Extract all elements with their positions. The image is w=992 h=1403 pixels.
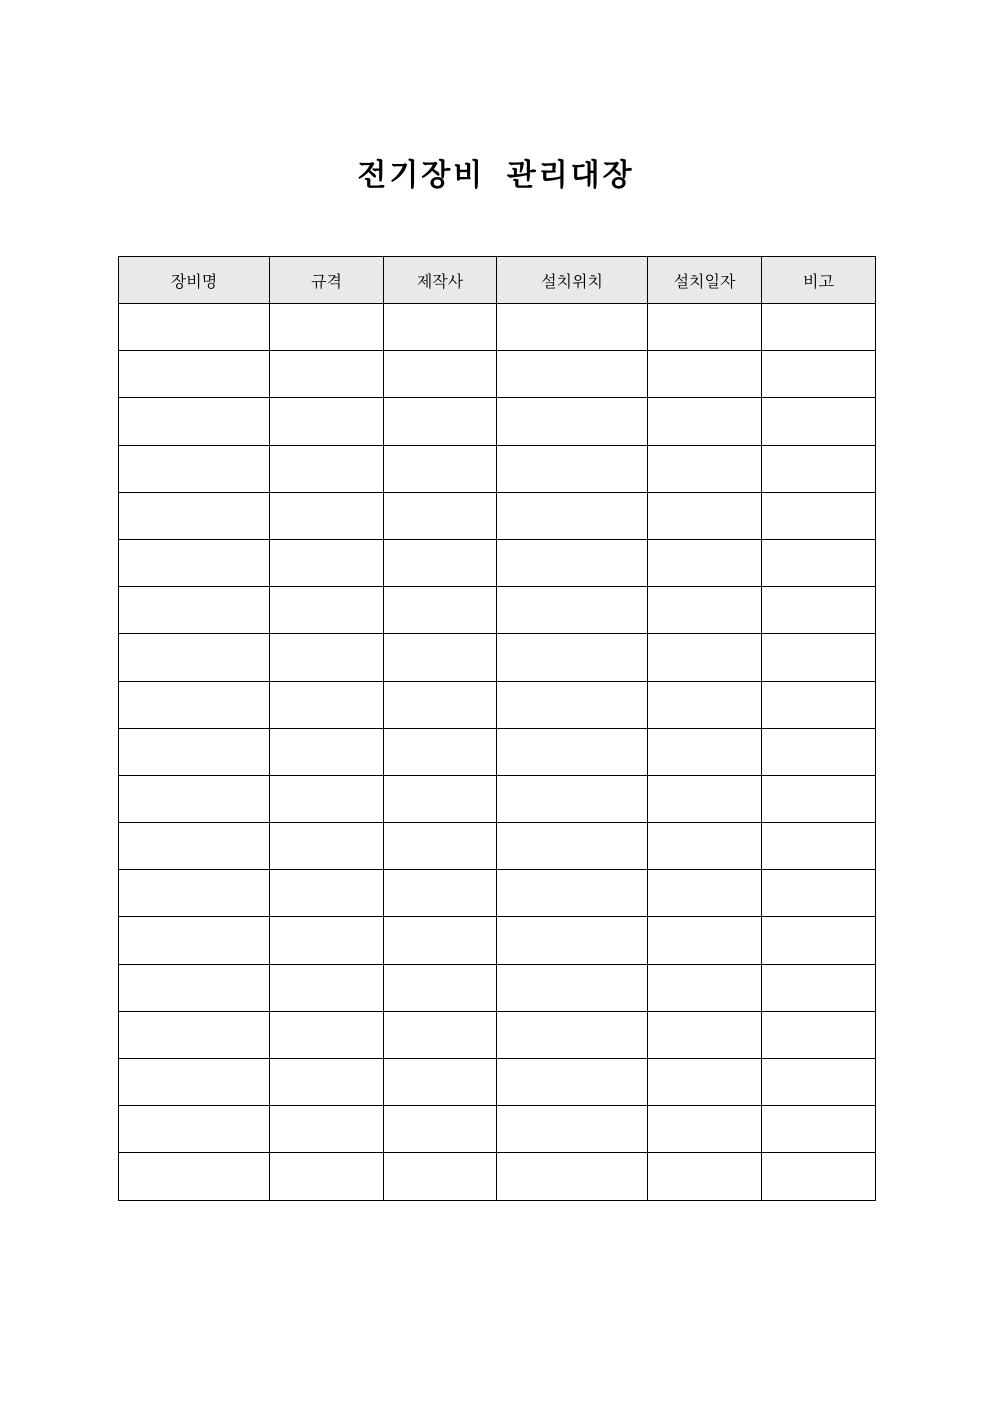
table-row <box>119 1059 876 1106</box>
manufacturer-cell <box>384 445 497 492</box>
specification-cell <box>270 917 384 964</box>
install-location-cell <box>497 823 648 870</box>
manufacturer-cell <box>384 775 497 822</box>
install-location-cell <box>497 445 648 492</box>
remarks-cell <box>762 398 876 445</box>
specification-cell <box>270 1059 384 1106</box>
equipment-name-cell <box>119 539 270 586</box>
install-date-cell <box>648 870 762 917</box>
remarks-cell <box>762 587 876 634</box>
specification-cell <box>270 398 384 445</box>
equipment-name-cell <box>119 634 270 681</box>
install-date-cell <box>648 351 762 398</box>
manufacturer-cell <box>384 1011 497 1058</box>
specification-cell <box>270 1106 384 1153</box>
install-location-cell <box>497 681 648 728</box>
remarks-cell <box>762 775 876 822</box>
equipment-name-cell <box>119 964 270 1011</box>
specification-cell <box>270 1153 384 1200</box>
install-date-cell <box>648 445 762 492</box>
table-row <box>119 1106 876 1153</box>
remarks-cell <box>762 539 876 586</box>
install-date-cell <box>648 539 762 586</box>
manufacturer-cell <box>384 587 497 634</box>
manufacturer-cell <box>384 539 497 586</box>
equipment-name-cell <box>119 681 270 728</box>
table-row <box>119 1011 876 1058</box>
install-date-cell <box>648 728 762 775</box>
table-row <box>119 917 876 964</box>
table-row <box>119 1153 876 1200</box>
header-install-location: 설치위치 <box>497 257 648 304</box>
remarks-cell <box>762 304 876 351</box>
specification-cell <box>270 681 384 728</box>
table-row <box>119 539 876 586</box>
remarks-cell <box>762 445 876 492</box>
install-location-cell <box>497 917 648 964</box>
install-location-cell <box>497 398 648 445</box>
install-date-cell <box>648 1059 762 1106</box>
specification-cell <box>270 304 384 351</box>
equipment-name-cell <box>119 1011 270 1058</box>
manufacturer-cell <box>384 634 497 681</box>
remarks-cell <box>762 917 876 964</box>
specification-cell <box>270 634 384 681</box>
equipment-name-cell <box>119 304 270 351</box>
manufacturer-cell <box>384 870 497 917</box>
remarks-cell <box>762 1153 876 1200</box>
specification-cell <box>270 823 384 870</box>
install-location-cell <box>497 539 648 586</box>
remarks-cell <box>762 634 876 681</box>
specification-cell <box>270 492 384 539</box>
manufacturer-cell <box>384 823 497 870</box>
install-date-cell <box>648 492 762 539</box>
equipment-name-cell <box>119 351 270 398</box>
table-row <box>119 870 876 917</box>
install-date-cell <box>648 917 762 964</box>
manufacturer-cell <box>384 398 497 445</box>
install-date-cell <box>648 398 762 445</box>
install-location-cell <box>497 964 648 1011</box>
install-location-cell <box>497 1106 648 1153</box>
specification-cell <box>270 728 384 775</box>
remarks-cell <box>762 964 876 1011</box>
table-row <box>119 304 876 351</box>
remarks-cell <box>762 351 876 398</box>
manufacturer-cell <box>384 964 497 1011</box>
install-date-cell <box>648 1011 762 1058</box>
remarks-cell <box>762 1059 876 1106</box>
remarks-cell <box>762 728 876 775</box>
manufacturer-cell <box>384 1106 497 1153</box>
manufacturer-cell <box>384 1059 497 1106</box>
specification-cell <box>270 870 384 917</box>
remarks-cell <box>762 1011 876 1058</box>
equipment-name-cell <box>119 398 270 445</box>
remarks-cell <box>762 681 876 728</box>
install-date-cell <box>648 964 762 1011</box>
specification-cell <box>270 775 384 822</box>
specification-cell <box>270 1011 384 1058</box>
remarks-cell <box>762 1106 876 1153</box>
install-location-cell <box>497 634 648 681</box>
header-equipment-name: 장비명 <box>119 257 270 304</box>
equipment-name-cell <box>119 1153 270 1200</box>
specification-cell <box>270 351 384 398</box>
specification-cell <box>270 964 384 1011</box>
manufacturer-cell <box>384 351 497 398</box>
install-date-cell <box>648 681 762 728</box>
specification-cell <box>270 539 384 586</box>
table-body <box>119 304 876 1201</box>
manufacturer-cell <box>384 304 497 351</box>
table-row <box>119 681 876 728</box>
table-row <box>119 398 876 445</box>
equipment-name-cell <box>119 728 270 775</box>
install-location-cell <box>497 728 648 775</box>
install-date-cell <box>648 587 762 634</box>
manufacturer-cell <box>384 728 497 775</box>
install-date-cell <box>648 304 762 351</box>
install-date-cell <box>648 1106 762 1153</box>
install-location-cell <box>497 1153 648 1200</box>
equipment-name-cell <box>119 587 270 634</box>
install-location-cell <box>497 870 648 917</box>
install-location-cell <box>497 775 648 822</box>
equipment-name-cell <box>119 1106 270 1153</box>
specification-cell <box>270 445 384 492</box>
manufacturer-cell <box>384 681 497 728</box>
install-location-cell <box>497 492 648 539</box>
table-row <box>119 634 876 681</box>
table-row <box>119 492 876 539</box>
header-remarks: 비고 <box>762 257 876 304</box>
page-title: 전기장비 관리대장 <box>357 158 635 194</box>
equipment-name-cell <box>119 492 270 539</box>
manufacturer-cell <box>384 917 497 964</box>
table-row <box>119 964 876 1011</box>
header-specification: 규격 <box>270 257 384 304</box>
install-location-cell <box>497 351 648 398</box>
install-location-cell <box>497 587 648 634</box>
table-row <box>119 587 876 634</box>
header-install-date: 설치일자 <box>648 257 762 304</box>
table-row <box>119 728 876 775</box>
table-row <box>119 351 876 398</box>
install-date-cell <box>648 634 762 681</box>
manufacturer-cell <box>384 1153 497 1200</box>
install-date-cell <box>648 775 762 822</box>
install-location-cell <box>497 304 648 351</box>
equipment-name-cell <box>119 445 270 492</box>
remarks-cell <box>762 870 876 917</box>
equipment-name-cell <box>119 1059 270 1106</box>
table-header-row <box>119 257 876 304</box>
install-date-cell <box>648 1153 762 1200</box>
install-location-cell <box>497 1011 648 1058</box>
header-manufacturer: 제작사 <box>384 257 497 304</box>
install-date-cell <box>648 823 762 870</box>
table-row <box>119 775 876 822</box>
table-row <box>119 445 876 492</box>
manufacturer-cell <box>384 492 497 539</box>
equipment-name-cell <box>119 870 270 917</box>
equipment-ledger-table <box>118 256 876 1201</box>
install-location-cell <box>497 1059 648 1106</box>
table-row <box>119 823 876 870</box>
remarks-cell <box>762 823 876 870</box>
remarks-cell <box>762 492 876 539</box>
equipment-name-cell <box>119 775 270 822</box>
specification-cell <box>270 587 384 634</box>
equipment-name-cell <box>119 917 270 964</box>
equipment-name-cell <box>119 823 270 870</box>
